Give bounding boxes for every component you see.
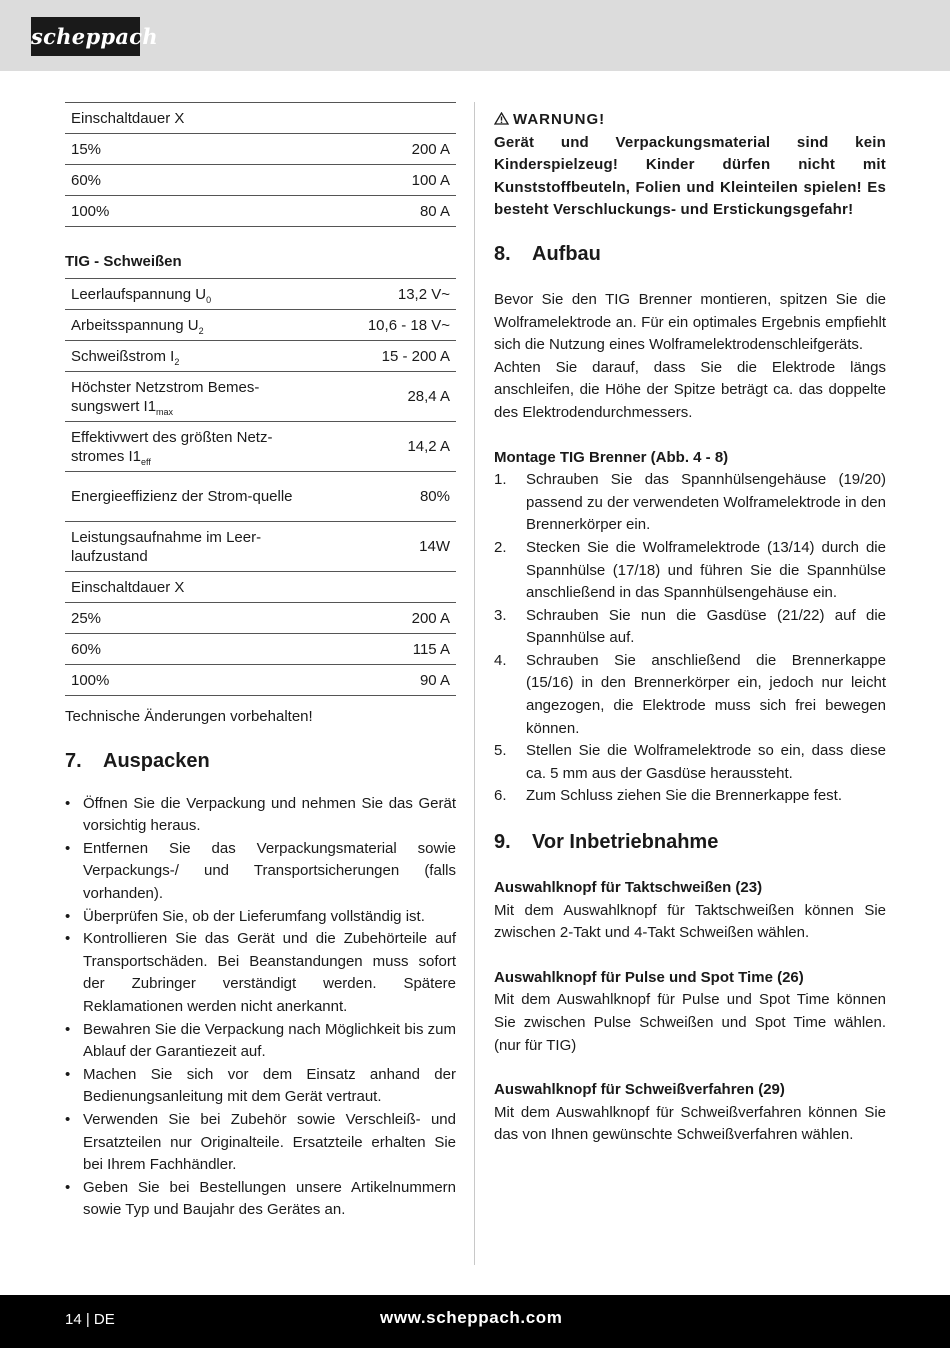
section-heading bbox=[494, 830, 886, 854]
list-item bbox=[494, 785, 886, 808]
column-divider bbox=[474, 102, 475, 1265]
row-value: 200 A bbox=[411, 140, 450, 158]
list-item bbox=[65, 906, 456, 929]
table-row bbox=[65, 522, 456, 572]
list-item-text: Überprüfen Sie, ob der Lieferumfang vollständig ist. bbox=[83, 907, 425, 925]
bullet-icon: • bbox=[65, 907, 71, 925]
label-text: Energieeffizienz der Strom-quelle bbox=[71, 488, 293, 505]
tig-section-title: TIG - Schweißen bbox=[65, 253, 182, 270]
list-item-text: Geben Sie bei Bestellungen unsere Artikelnummern sowie Typ und Baujahr des Gerätes an. bbox=[83, 1178, 456, 1219]
section-heading bbox=[494, 242, 886, 266]
row-label: Einschaltdauer X bbox=[71, 109, 185, 127]
row-label: 25% bbox=[71, 609, 102, 627]
assembly-steps bbox=[494, 469, 886, 808]
row-label: 100% bbox=[71, 202, 110, 220]
row-value: 10,6 - 18 V~ bbox=[367, 316, 450, 334]
table-row bbox=[65, 103, 456, 134]
row-label: 60% bbox=[71, 640, 102, 658]
row-label: 60% bbox=[71, 171, 102, 189]
label-text: Leistungsaufnahme im Leer-laufzustand bbox=[71, 528, 262, 565]
unpacking-list bbox=[65, 793, 456, 1222]
subscript: eff bbox=[141, 456, 151, 467]
section-number: 9. bbox=[494, 831, 511, 854]
row-label bbox=[65, 522, 307, 572]
section-title: Aufbau bbox=[532, 242, 601, 265]
website-link[interactable]: www.scheppach.com bbox=[380, 1308, 563, 1327]
warning-triangle-icon bbox=[494, 112, 509, 125]
table-row bbox=[65, 665, 456, 696]
subscript: max bbox=[156, 406, 174, 417]
warning-heading bbox=[494, 109, 886, 132]
page-number: 14 | DE bbox=[65, 1311, 115, 1328]
section-number: 8. bbox=[494, 242, 511, 265]
paragraph: Mit dem Auswahlknopf für Pulse und Spot Time können Sie zwischen Pulse Schweißen und Spot Time wählen. (nur für TIG) bbox=[494, 991, 886, 1054]
tig-specs-table bbox=[65, 278, 456, 696]
subsection-title: Auswahlknopf für Taktschweißen (23) bbox=[494, 879, 763, 897]
list-item bbox=[65, 1177, 456, 1222]
header-bar bbox=[0, 0, 950, 71]
bullet-icon: • bbox=[65, 794, 71, 812]
bullet-icon: • bbox=[65, 930, 71, 948]
list-item bbox=[494, 605, 886, 650]
step-text: Stecken Sie die Wolframelektrode (13/14) durch die Spannhülse (17/18) und führen Sie die Spannhülse anschließend in das Spannhülsengehäuse ein. bbox=[526, 538, 886, 602]
table-row bbox=[65, 310, 456, 341]
warning-heading-text: WARNUNG! bbox=[513, 111, 606, 128]
table-row bbox=[65, 372, 456, 422]
table-row bbox=[65, 634, 456, 665]
right-column bbox=[494, 109, 886, 1147]
list-item bbox=[65, 1064, 456, 1109]
row-value: 90 A bbox=[419, 671, 450, 689]
row-value: 14,2 A bbox=[407, 438, 450, 455]
warning-box bbox=[494, 109, 886, 222]
row-label bbox=[65, 422, 307, 472]
list-item bbox=[494, 537, 886, 605]
list-item-text: Entfernen Sie das Verpackungsmaterial sowie Verpackungs-/ und Transportsicherungen (falls vorhanden). bbox=[83, 839, 456, 902]
list-item bbox=[65, 838, 456, 906]
list-item-text: Öffnen Sie die Verpackung und nehmen Sie das Gerät vorsichtig heraus. bbox=[83, 794, 456, 835]
row-label bbox=[65, 310, 307, 341]
row-value bbox=[307, 572, 456, 603]
row-label bbox=[65, 472, 307, 522]
label-text: Effektivwert des größten Netz-stromes I1 bbox=[71, 428, 273, 465]
step-number: 1. bbox=[494, 471, 507, 489]
step-number: 6. bbox=[494, 787, 507, 805]
step-text: Stellen Sie die Wolframelektrode so ein, dass diese ca. 5 mm aus der Gasdüse heraussteht. bbox=[526, 742, 886, 782]
step-number: 5. bbox=[494, 742, 507, 760]
list-item-text: Bewahren Sie die Verpackung nach Möglichkeit bis zum Ablauf der Garantiezeit auf. bbox=[83, 1020, 456, 1061]
list-item bbox=[65, 1019, 456, 1064]
bullet-icon: • bbox=[65, 1020, 71, 1038]
label-text: Arbeitsspannung U bbox=[71, 316, 199, 334]
label-text: Schweißstrom I bbox=[71, 347, 175, 365]
step-number: 2. bbox=[494, 538, 507, 556]
row-label bbox=[65, 341, 307, 372]
list-item bbox=[65, 928, 456, 1018]
list-item bbox=[494, 469, 886, 537]
row-label bbox=[65, 372, 307, 422]
row-label: 15% bbox=[71, 140, 102, 158]
row-label bbox=[65, 279, 307, 310]
scheppach-logo: scheppach bbox=[31, 17, 140, 56]
subsection-title: Montage TIG Brenner (Abb. 4 - 8) bbox=[494, 448, 729, 466]
paragraph: Achten Sie darauf, dass Sie die Elektrode längs anschleifen, die Höhe der Spitze beträgt ca. das doppelte des Elektrodendurchmessers. bbox=[494, 358, 886, 421]
paragraph: Mit dem Auswahlknopf für Schweißverfahren können Sie das von Ihnen gewünschte Schweißverfahren wählen. bbox=[494, 1103, 886, 1144]
row-value: 115 A bbox=[412, 640, 450, 658]
section-heading bbox=[65, 749, 456, 773]
row-value: 14W bbox=[419, 538, 450, 555]
step-number: 3. bbox=[494, 606, 507, 624]
table-row bbox=[65, 196, 456, 227]
row-label: 100% bbox=[71, 671, 110, 689]
row-value: 200 A bbox=[411, 609, 450, 627]
list-item bbox=[494, 740, 886, 785]
list-item-text: Machen Sie sich vor dem Einsatz anhand der Bedienungsanleitung mit dem Gerät vertraut. bbox=[83, 1065, 456, 1106]
subscript: 2 bbox=[198, 325, 204, 336]
duty-cycle-table bbox=[65, 102, 456, 227]
section-number: 7. bbox=[65, 749, 82, 772]
list-item bbox=[65, 793, 456, 838]
left-column bbox=[65, 102, 456, 1222]
paragraph: Bevor Sie den TIG Brenner montieren, spitzen Sie die Wolframelektrode an. Für ein optimales Ergebnis empfiehlt sich die Nutzung eines Wolframelektrodenschleifgeräts. bbox=[494, 290, 886, 354]
table-row bbox=[65, 341, 456, 372]
warning-text: Gerät und Verpackungsmaterial sind kein Kinderspielzeug! Kinder dürfen nicht mit Kunststoffbeuteln, Folien und Kleinteilen spielen! Es besteht Verschluckungs- und Erstickungsgefahr! bbox=[494, 133, 886, 219]
subsection-title: Auswahlknopf für Pulse und Spot Time (26) bbox=[494, 968, 804, 986]
paragraph: Mit dem Auswahlknopf für Taktschweißen können Sie zwischen 2-Takt und 4-Takt Schweißen wählen. bbox=[494, 901, 886, 942]
table-row bbox=[65, 603, 456, 634]
step-number: 4. bbox=[494, 651, 507, 669]
table-row bbox=[65, 134, 456, 165]
step-text: Schrauben Sie anschließend die Brennerkappe (15/16) in den Brennerkörper ein, jedoch nur leicht angezogen, die Elektrode muss sich frei bewegen können. bbox=[526, 651, 886, 737]
list-item-text: Verwenden Sie bei Zubehör sowie Verschleiß- und Ersatzteilen nur Originalteile. Ersatzteile erhalten Sie bei Ihrem Fachhändler. bbox=[83, 1110, 456, 1174]
row-value bbox=[344, 103, 456, 134]
bullet-icon: • bbox=[65, 839, 71, 857]
technical-changes-note: Technische Änderungen vorbehalten! bbox=[65, 708, 313, 725]
row-value: 80% bbox=[419, 488, 450, 505]
row-value: 13,2 V~ bbox=[397, 285, 450, 303]
step-text: Schrauben Sie nun die Gasdüse (21/22) auf die Spannhülse auf. bbox=[526, 606, 886, 647]
row-value: 28,4 A bbox=[407, 388, 450, 405]
label-text: Leerlaufspannung U bbox=[71, 285, 207, 303]
footer-bar bbox=[0, 1295, 950, 1348]
table-row bbox=[65, 279, 456, 310]
list-item bbox=[65, 1109, 456, 1177]
bullet-icon: • bbox=[65, 1178, 71, 1196]
bullet-icon: • bbox=[65, 1110, 71, 1128]
section-title: Auspacken bbox=[103, 749, 210, 772]
label-text: Höchster Netzstrom Bemes-sungswert I1 bbox=[71, 378, 260, 415]
step-text: Schrauben Sie das Spannhülsengehäuse (19/20) passend zu der verwendeten Wolframelektrode in den Brennerkörper ein. bbox=[526, 471, 886, 534]
row-value: 80 A bbox=[419, 202, 450, 220]
table-row bbox=[65, 422, 456, 472]
subscript: 2 bbox=[174, 356, 180, 367]
bullet-icon: • bbox=[65, 1065, 71, 1083]
subscript: 0 bbox=[206, 294, 212, 305]
step-text: Zum Schluss ziehen Sie die Brennerkappe fest. bbox=[526, 787, 843, 805]
table-row bbox=[65, 472, 456, 522]
table-row bbox=[65, 572, 456, 603]
list-item bbox=[494, 650, 886, 740]
row-label: Einschaltdauer X bbox=[71, 578, 185, 596]
section-title: Vor Inbetriebnahme bbox=[532, 831, 719, 854]
subsection-title: Auswahlknopf für Schweißverfahren (29) bbox=[494, 1081, 785, 1099]
row-value: 100 A bbox=[411, 171, 450, 189]
table-row bbox=[65, 165, 456, 196]
row-value: 15 - 200 A bbox=[381, 347, 450, 365]
list-item-text: Kontrollieren Sie das Gerät und die Zubehörteile auf Transportschäden. Bei Beanstandungen muss sofort der Zubringer verständigt werden. Spätere Reklamationen werden nicht anerkannt. bbox=[83, 930, 456, 1015]
